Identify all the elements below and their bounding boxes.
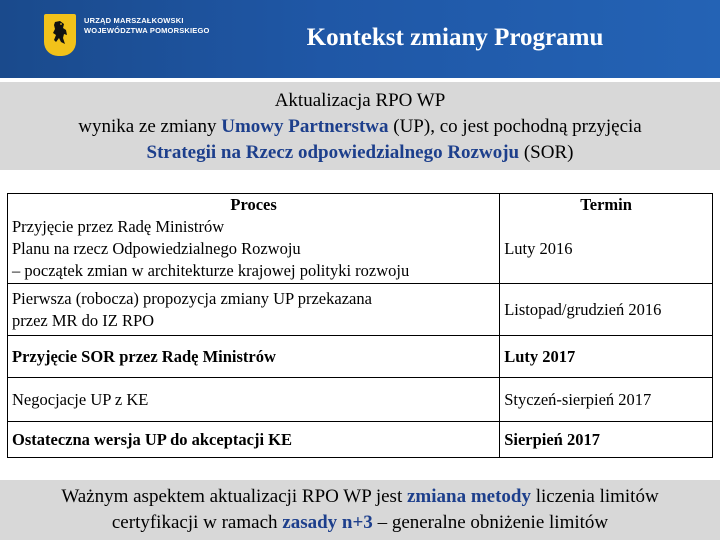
process-cell: [8, 216, 500, 284]
process-cell: Przyjęcie SOR przez Radę Ministrów: [8, 336, 500, 378]
footer-line1-text-a: Ważnym aspektem aktualizacji RPO WP jest: [61, 486, 407, 507]
footer-line1-text-b: liczenia limitów: [531, 486, 659, 507]
footer-line2: [0, 510, 720, 536]
intro-line3-text-b: (SOR): [519, 142, 574, 163]
process-line: Planu na rzecz Odpowiedzialnego Rozwoju: [12, 239, 301, 259]
table-row: [8, 216, 713, 284]
org-name-line1: URZĄD MARSZAŁKOWSKI: [84, 16, 184, 25]
process-cell: [8, 284, 500, 336]
term-cell: Luty 2017: [500, 336, 713, 378]
intro-line2: [0, 114, 720, 140]
term-cell: Styczeń-sierpień 2017: [500, 378, 713, 422]
footer-box: [0, 480, 720, 540]
process-cell: Ostateczna wersja UP do akceptacji KE: [8, 422, 500, 458]
table-row: [8, 422, 713, 458]
intro-highlight-up: Umowy Partnerstwa: [221, 116, 389, 137]
footer-line2-text-a: certyfikacji w ramach: [111, 512, 283, 533]
footer-line1: [0, 484, 720, 510]
table-header-row: [8, 194, 713, 216]
process-cell: Negocjacje UP z KE: [8, 378, 500, 422]
intro-highlight-sor: Strategii na Rzecz odpowiedzialnego Rozwoju: [146, 142, 520, 163]
process-line: Przyjęcie przez Radę Ministrów: [12, 217, 225, 237]
timeline-table: [7, 193, 713, 458]
org-name: [84, 16, 210, 36]
org-name-line2: WOJEWÓDZTWA POMORSKIEGO: [84, 26, 210, 35]
process-line: Pierwsza (robocza) propozycja zmiany UP przekazana: [12, 288, 372, 308]
column-header-process: Proces: [8, 194, 500, 216]
intro-line2-text-a: wynika ze zmiany: [78, 116, 222, 137]
griffin-crest-icon: [44, 14, 76, 56]
table-row: [8, 378, 713, 422]
intro-box: [0, 82, 720, 170]
term-cell: Luty 2016: [500, 216, 713, 284]
term-cell: Sierpień 2017: [500, 422, 713, 458]
column-header-term: Termin: [500, 194, 713, 216]
term-cell: Listopad/grudzień 2016: [500, 284, 713, 336]
intro-line2-text-b: (UP), co jest pochodną przyjęcia: [388, 116, 642, 137]
slide-title: Kontekst zmiany Programu: [306, 24, 604, 51]
footer-highlight-method: zmiana metody: [406, 486, 531, 507]
intro-line1: Aktualizacja RPO WP: [274, 90, 446, 111]
header-bar: [0, 0, 720, 78]
table-row: [8, 336, 713, 378]
table-row: [8, 284, 713, 336]
process-line: – początek zmian w architekturze krajowej polityki rozwoju: [12, 261, 410, 281]
footer-line2-text-b: – generalne obniżenie limitów: [372, 512, 609, 533]
footer-highlight-rule: zasady n+3: [282, 512, 373, 533]
intro-line3: [0, 140, 720, 166]
logo: [44, 14, 210, 56]
process-line: przez MR do IZ RPO: [12, 310, 155, 330]
